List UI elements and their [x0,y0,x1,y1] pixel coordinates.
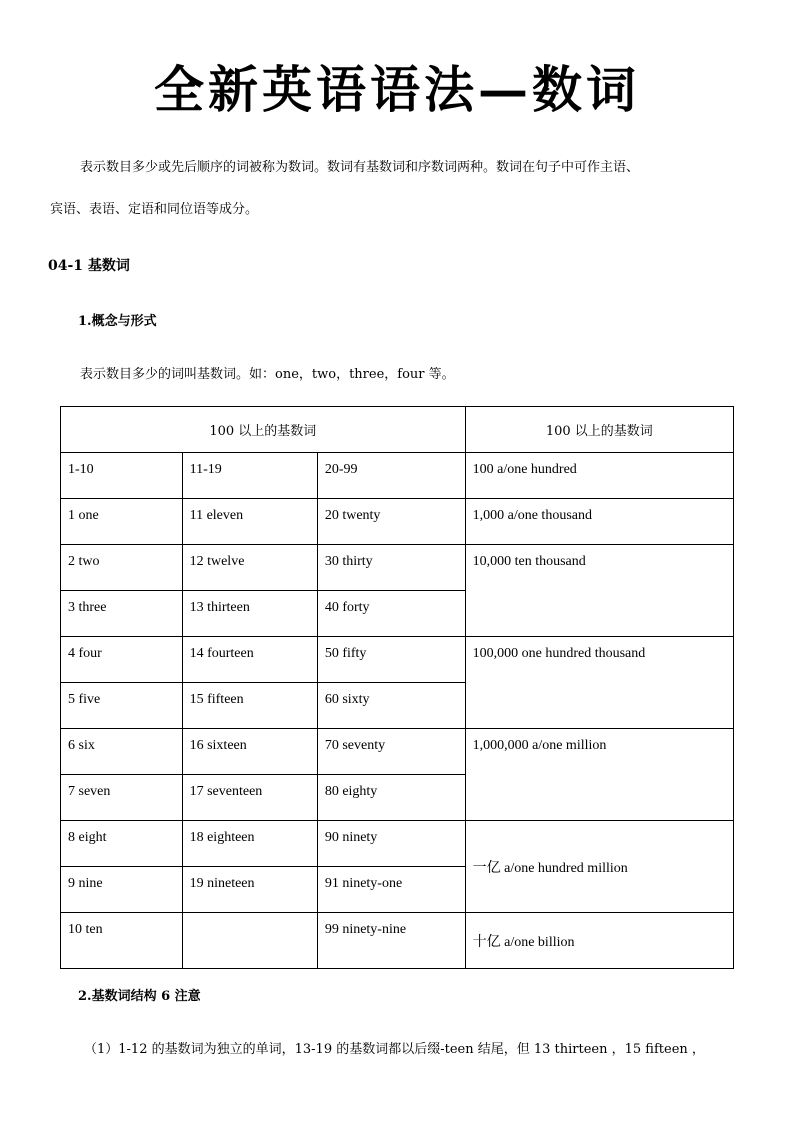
table-cell: 3 three [61,591,183,637]
table-cell: 8 eight [61,821,183,867]
table-cell: 7 seven [61,775,183,821]
table-row [61,821,734,867]
table-cell: 一亿 a/one hundred million [465,821,733,913]
table-cell: 100,000 one hundred thousand [465,637,733,729]
table-cell: 9 nine [61,867,183,913]
table-cell: 10 ten [61,913,183,969]
table-cell: 70 seventy [317,729,465,775]
table-cell: 1 one [61,499,183,545]
table-cell: 6 six [61,729,183,775]
table-row [61,499,734,545]
table-cell [182,913,317,969]
table-cell: 20 twenty [317,499,465,545]
table-cell: 16 sixteen [182,729,317,775]
table-cell: 50 fifty [317,637,465,683]
table-cell: 5 five [61,683,183,729]
table-header-left: 100 以上的基数词 [61,407,466,453]
table-cell: 15 fifteen [182,683,317,729]
table-cell: 20-99 [317,453,465,499]
intro-paragraph-line-2: 宾语、表语、定语和同位语等成分。 [50,202,259,217]
sub-heading-concept: 1.概念与形式 [78,314,157,329]
table-cell: 30 thirty [317,545,465,591]
table-cell: 80 eighty [317,775,465,821]
intro-paragraph-line-1: 表示数目多少或先后顺序的词被称为数词。数词有基数词和序数词两种。数词在句子中可作主语、 [80,160,640,175]
table-row [61,913,734,969]
table-cell: 17 seventeen [182,775,317,821]
table-cell: 2 two [61,545,183,591]
section-heading: 04-1 基数词 [48,258,130,274]
table-cell: 4 four [61,637,183,683]
table-row [61,545,734,591]
table-cell: 11-19 [182,453,317,499]
table-cell: 90 ninety [317,821,465,867]
table-cell: 十亿 a/one billion [465,913,733,969]
table-cell: 1,000 a/one thousand [465,499,733,545]
table-cell: 99 ninety-nine [317,913,465,969]
table-cell: 13 thirteen [182,591,317,637]
table-cell: 1,000,000 a/one million [465,729,733,821]
table-cell: 100 a/one hundred [465,453,733,499]
table-cell: 14 fourteen [182,637,317,683]
sub-heading-structure-notes: 2.基数词结构 6 注意 [78,989,201,1004]
table-header-row [61,407,734,453]
table-cell: 18 eighteen [182,821,317,867]
table-cell: 10,000 ten thousand [465,545,733,637]
table-cell: 1-10 [61,453,183,499]
table-cell: 19 nineteen [182,867,317,913]
table-cell: 91 ninety-one [317,867,465,913]
cardinal-numbers-table [60,406,734,969]
table-header-right: 100 以上的基数词 [465,407,733,453]
table-cell: 11 eleven [182,499,317,545]
table-cell: 12 twelve [182,545,317,591]
note-paragraph-1: （1）1-12 的基数词为独立的单词，13-19 的基数词都以后缀-teen 结尾，但 13 thirteen ，15 fifteen ， [84,1042,705,1057]
table-cell: 40 forty [317,591,465,637]
table-cell: 60 sixty [317,683,465,729]
definition-text: 表示数目多少的词叫基数词。如：one，two，three，four 等。 [80,367,455,382]
table-row [61,453,734,499]
table-row [61,637,734,683]
table-row [61,729,734,775]
page-title: 全新英语语法—数词 [154,60,640,119]
